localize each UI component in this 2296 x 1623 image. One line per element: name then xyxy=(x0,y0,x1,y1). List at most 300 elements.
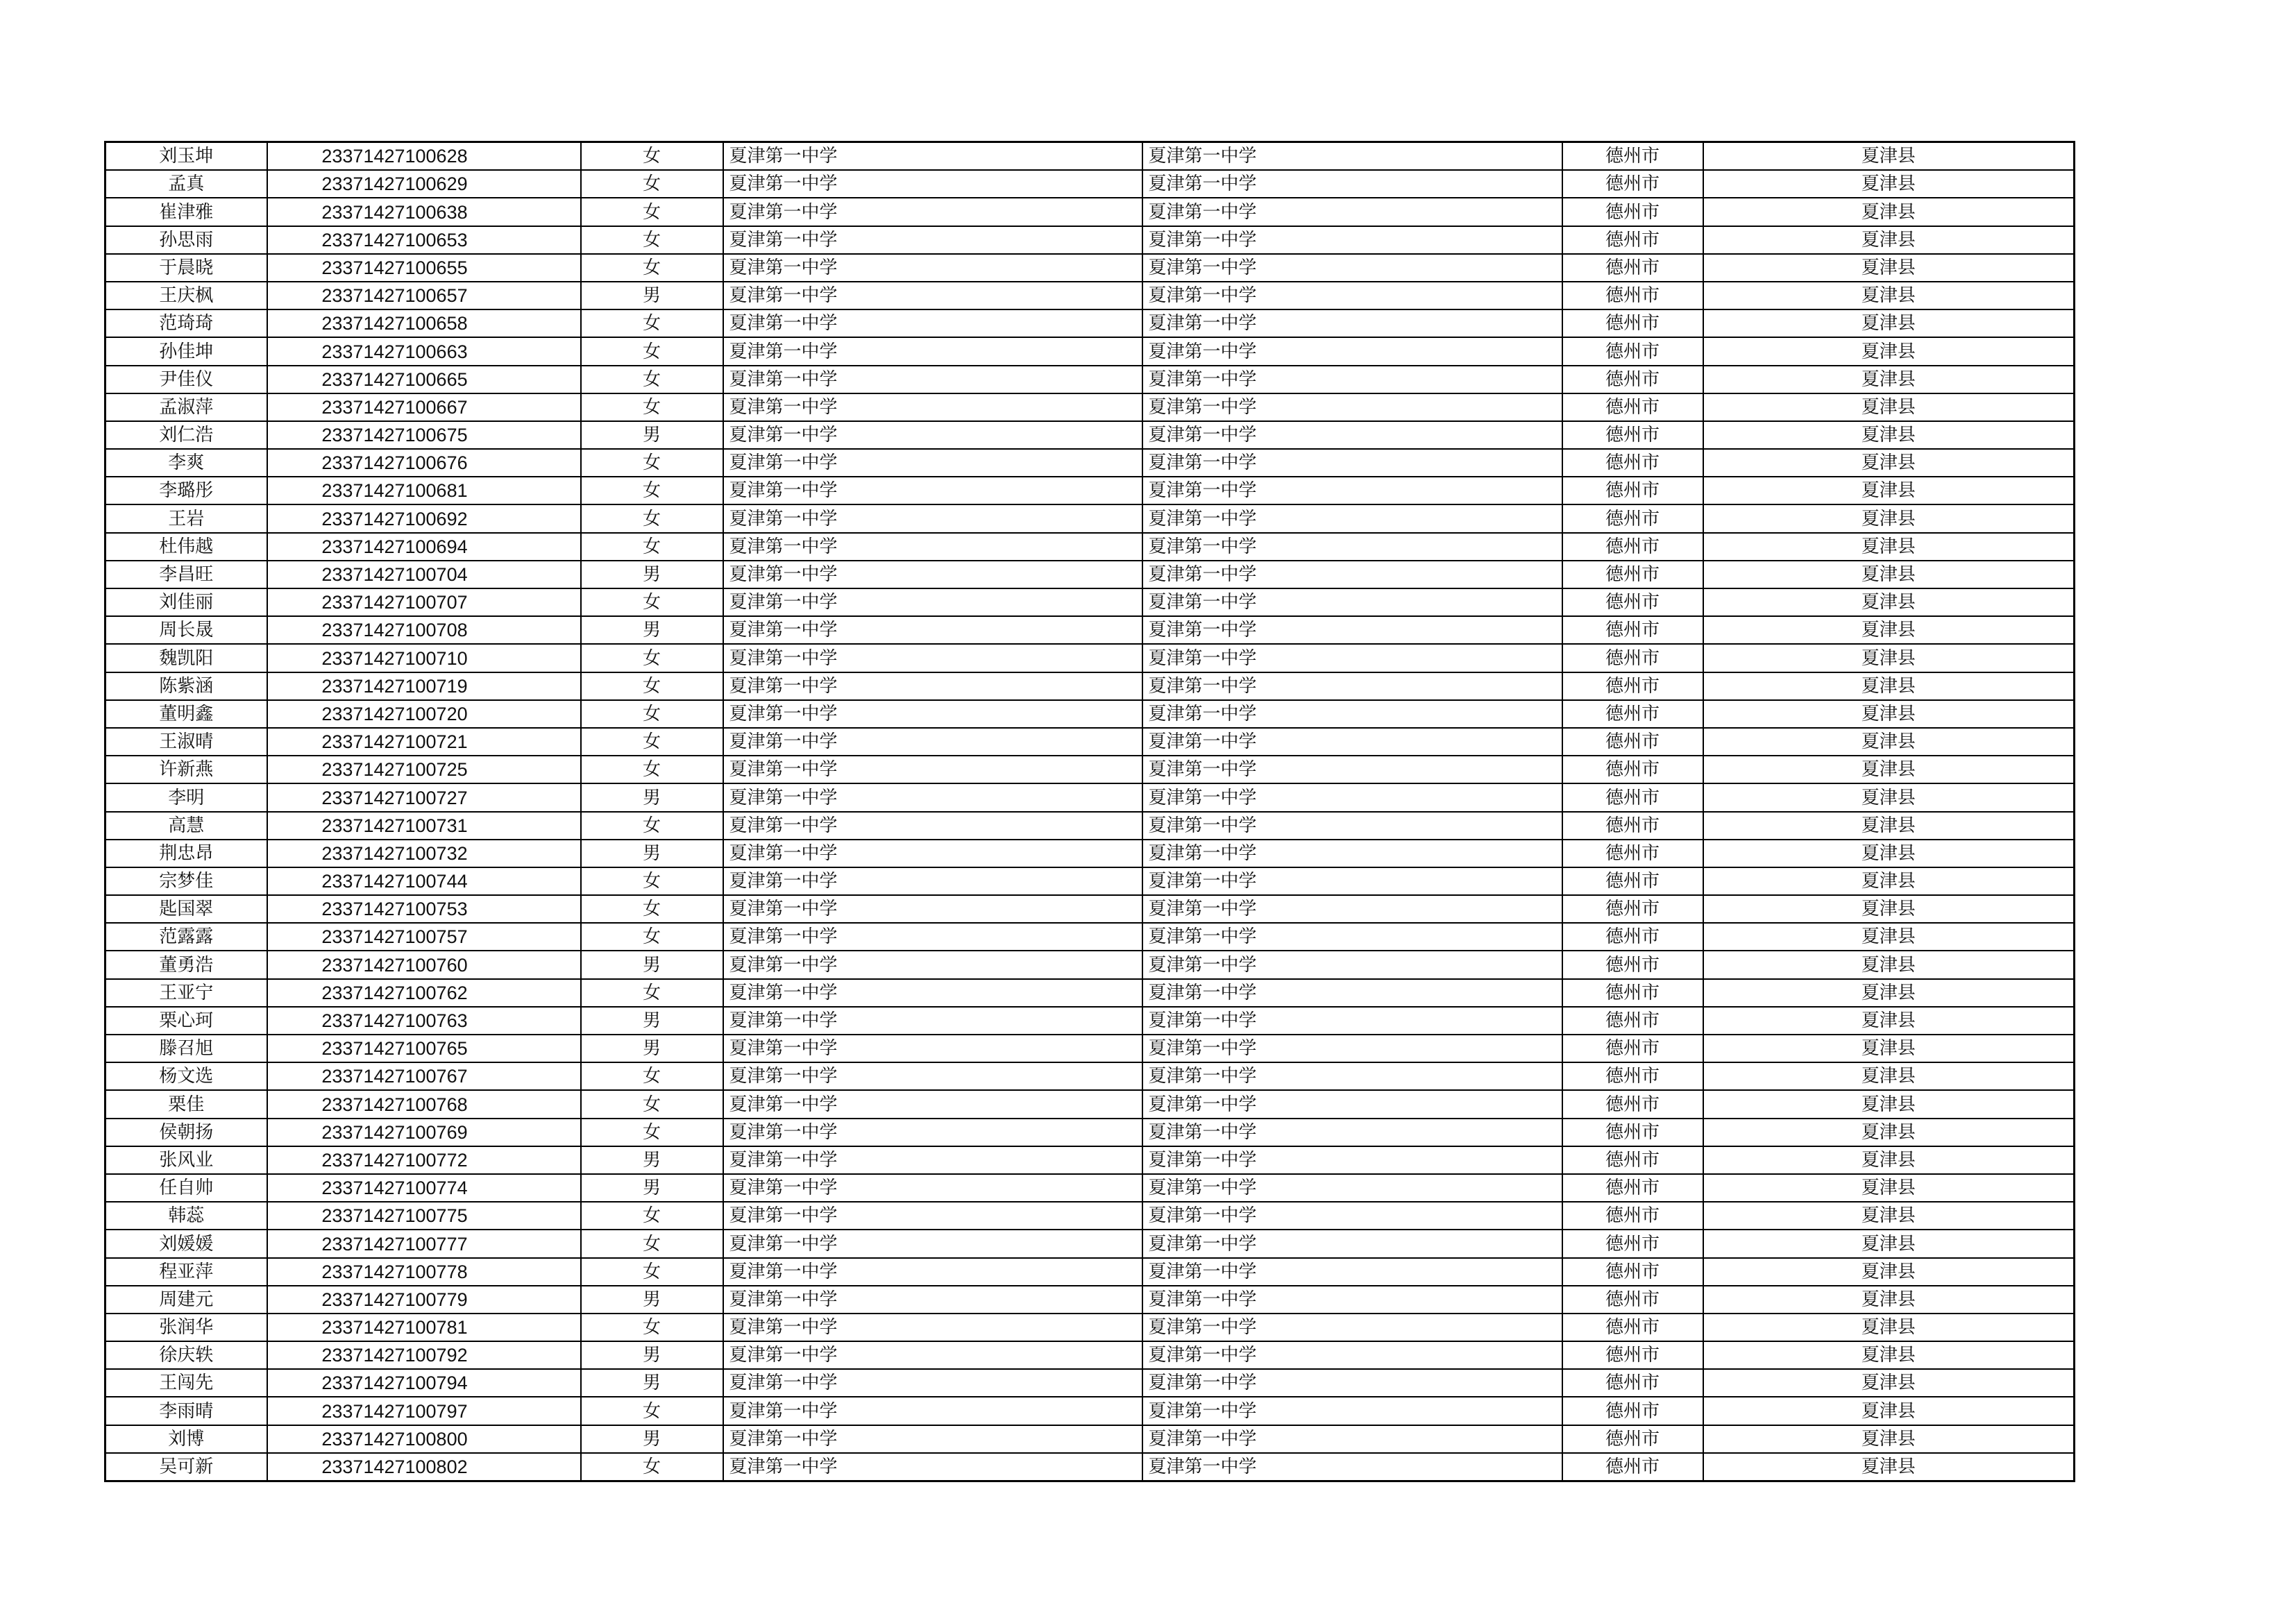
cell-county: 夏津县 xyxy=(1703,170,2075,198)
cell-city: 德州市 xyxy=(1562,1341,1703,1369)
table-row xyxy=(105,840,2075,867)
cell-city: 德州市 xyxy=(1562,366,1703,393)
cell-name: 滕召旭 xyxy=(105,1035,267,1062)
cell-county: 夏津县 xyxy=(1703,1314,2075,1341)
table-row xyxy=(105,1007,2075,1035)
cell-city: 德州市 xyxy=(1562,449,1703,477)
cell-county: 夏津县 xyxy=(1703,254,2075,282)
cell-exam-id: 23371427100667 xyxy=(267,393,581,421)
cell-school: 夏津第一中学 xyxy=(723,282,1142,309)
table-row xyxy=(105,672,2075,700)
cell-gender: 女 xyxy=(581,504,723,532)
table-row xyxy=(105,979,2075,1007)
cell-school-2: 夏津第一中学 xyxy=(1142,1035,1562,1062)
cell-county: 夏津县 xyxy=(1703,1146,2075,1174)
cell-gender: 男 xyxy=(581,1425,723,1453)
cell-school: 夏津第一中学 xyxy=(723,979,1142,1007)
table-row xyxy=(105,198,2075,226)
cell-name: 范露露 xyxy=(105,923,267,951)
table-row xyxy=(105,1453,2075,1481)
cell-school: 夏津第一中学 xyxy=(723,1314,1142,1341)
cell-school: 夏津第一中学 xyxy=(723,895,1142,923)
cell-name: 王淑晴 xyxy=(105,728,267,756)
cell-name: 孟真 xyxy=(105,170,267,198)
cell-city: 德州市 xyxy=(1562,504,1703,532)
cell-name: 陈紫涵 xyxy=(105,672,267,700)
cell-county: 夏津县 xyxy=(1703,226,2075,254)
cell-county: 夏津县 xyxy=(1703,979,2075,1007)
cell-exam-id: 23371427100763 xyxy=(267,1007,581,1035)
cell-exam-id: 23371427100707 xyxy=(267,588,581,616)
cell-school-2: 夏津第一中学 xyxy=(1142,1146,1562,1174)
cell-gender: 女 xyxy=(581,1314,723,1341)
cell-name: 高慧 xyxy=(105,812,267,840)
cell-gender: 女 xyxy=(581,1453,723,1481)
cell-name: 徐庆轶 xyxy=(105,1341,267,1369)
cell-school: 夏津第一中学 xyxy=(723,588,1142,616)
cell-city: 德州市 xyxy=(1562,1397,1703,1425)
table-row xyxy=(105,254,2075,282)
cell-school-2: 夏津第一中学 xyxy=(1142,672,1562,700)
table-row xyxy=(105,1230,2075,1257)
cell-gender: 女 xyxy=(581,366,723,393)
cell-name: 杨文选 xyxy=(105,1062,267,1090)
cell-name: 范琦琦 xyxy=(105,309,267,337)
cell-county: 夏津县 xyxy=(1703,588,2075,616)
cell-name: 孟淑萍 xyxy=(105,393,267,421)
cell-school-2: 夏津第一中学 xyxy=(1142,198,1562,226)
cell-gender: 女 xyxy=(581,979,723,1007)
cell-school: 夏津第一中学 xyxy=(723,198,1142,226)
cell-school: 夏津第一中学 xyxy=(723,1007,1142,1035)
table-row xyxy=(105,504,2075,532)
cell-school: 夏津第一中学 xyxy=(723,840,1142,867)
cell-gender: 女 xyxy=(581,1119,723,1146)
cell-school-2: 夏津第一中学 xyxy=(1142,337,1562,365)
cell-gender: 女 xyxy=(581,533,723,561)
cell-school-2: 夏津第一中学 xyxy=(1142,1453,1562,1481)
table-row xyxy=(105,895,2075,923)
cell-county: 夏津县 xyxy=(1703,1425,2075,1453)
cell-county: 夏津县 xyxy=(1703,504,2075,532)
table-row xyxy=(105,1425,2075,1453)
table-row xyxy=(105,1397,2075,1425)
cell-city: 德州市 xyxy=(1562,561,1703,588)
cell-name: 周建元 xyxy=(105,1286,267,1314)
cell-exam-id: 23371427100704 xyxy=(267,561,581,588)
cell-exam-id: 23371427100629 xyxy=(267,170,581,198)
cell-school-2: 夏津第一中学 xyxy=(1142,979,1562,1007)
cell-city: 德州市 xyxy=(1562,672,1703,700)
table-row xyxy=(105,1369,2075,1397)
cell-exam-id: 23371427100768 xyxy=(267,1090,581,1118)
table-row xyxy=(105,1286,2075,1314)
cell-county: 夏津县 xyxy=(1703,895,2075,923)
cell-school: 夏津第一中学 xyxy=(723,421,1142,449)
cell-city: 德州市 xyxy=(1562,867,1703,895)
cell-name: 李明 xyxy=(105,783,267,811)
cell-school: 夏津第一中学 xyxy=(723,337,1142,365)
table-row xyxy=(105,867,2075,895)
table-row xyxy=(105,1341,2075,1369)
cell-city: 德州市 xyxy=(1562,1062,1703,1090)
cell-gender: 女 xyxy=(581,254,723,282)
cell-school: 夏津第一中学 xyxy=(723,449,1142,477)
cell-gender: 男 xyxy=(581,1369,723,1397)
cell-school-2: 夏津第一中学 xyxy=(1142,1286,1562,1314)
cell-county: 夏津县 xyxy=(1703,1258,2075,1286)
cell-county: 夏津县 xyxy=(1703,1397,2075,1425)
cell-school-2: 夏津第一中学 xyxy=(1142,756,1562,783)
cell-county: 夏津县 xyxy=(1703,812,2075,840)
cell-city: 德州市 xyxy=(1562,728,1703,756)
cell-gender: 男 xyxy=(581,1007,723,1035)
cell-county: 夏津县 xyxy=(1703,198,2075,226)
cell-exam-id: 23371427100663 xyxy=(267,337,581,365)
table-row xyxy=(105,756,2075,783)
cell-school-2: 夏津第一中学 xyxy=(1142,951,1562,978)
cell-name: 于晨晓 xyxy=(105,254,267,282)
cell-school: 夏津第一中学 xyxy=(723,1258,1142,1286)
cell-city: 德州市 xyxy=(1562,1258,1703,1286)
table-row xyxy=(105,393,2075,421)
cell-gender: 男 xyxy=(581,1146,723,1174)
cell-name: 王亚宁 xyxy=(105,979,267,1007)
table-row xyxy=(105,366,2075,393)
cell-school-2: 夏津第一中学 xyxy=(1142,1314,1562,1341)
cell-county: 夏津县 xyxy=(1703,616,2075,644)
cell-name: 韩蕊 xyxy=(105,1202,267,1230)
cell-school: 夏津第一中学 xyxy=(723,700,1142,728)
cell-exam-id: 23371427100727 xyxy=(267,783,581,811)
cell-exam-id: 23371427100665 xyxy=(267,366,581,393)
cell-city: 德州市 xyxy=(1562,923,1703,951)
cell-exam-id: 23371427100767 xyxy=(267,1062,581,1090)
cell-county: 夏津县 xyxy=(1703,1230,2075,1257)
cell-county: 夏津县 xyxy=(1703,840,2075,867)
cell-name: 荆忠昂 xyxy=(105,840,267,867)
cell-county: 夏津县 xyxy=(1703,728,2075,756)
cell-county: 夏津县 xyxy=(1703,1090,2075,1118)
cell-name: 孙思雨 xyxy=(105,226,267,254)
table-row xyxy=(105,1202,2075,1230)
cell-school: 夏津第一中学 xyxy=(723,951,1142,978)
cell-city: 德州市 xyxy=(1562,588,1703,616)
cell-gender: 女 xyxy=(581,756,723,783)
cell-gender: 女 xyxy=(581,170,723,198)
table-row xyxy=(105,1119,2075,1146)
cell-exam-id: 23371427100794 xyxy=(267,1369,581,1397)
cell-school: 夏津第一中学 xyxy=(723,393,1142,421)
cell-school-2: 夏津第一中学 xyxy=(1142,449,1562,477)
cell-name: 侯朝扬 xyxy=(105,1119,267,1146)
table-row xyxy=(105,421,2075,449)
cell-county: 夏津县 xyxy=(1703,756,2075,783)
cell-school: 夏津第一中学 xyxy=(723,1369,1142,1397)
cell-exam-id: 23371427100772 xyxy=(267,1146,581,1174)
table-row xyxy=(105,1258,2075,1286)
cell-exam-id: 23371427100675 xyxy=(267,421,581,449)
cell-city: 德州市 xyxy=(1562,142,1703,171)
cell-exam-id: 23371427100792 xyxy=(267,1341,581,1369)
cell-name: 栗佳 xyxy=(105,1090,267,1118)
cell-exam-id: 23371427100775 xyxy=(267,1202,581,1230)
cell-city: 德州市 xyxy=(1562,254,1703,282)
cell-city: 德州市 xyxy=(1562,393,1703,421)
cell-school-2: 夏津第一中学 xyxy=(1142,226,1562,254)
cell-county: 夏津县 xyxy=(1703,923,2075,951)
cell-county: 夏津县 xyxy=(1703,309,2075,337)
cell-gender: 男 xyxy=(581,1035,723,1062)
cell-gender: 女 xyxy=(581,867,723,895)
cell-city: 德州市 xyxy=(1562,1453,1703,1481)
cell-exam-id: 23371427100725 xyxy=(267,756,581,783)
cell-exam-id: 23371427100757 xyxy=(267,923,581,951)
cell-exam-id: 23371427100762 xyxy=(267,979,581,1007)
cell-gender: 男 xyxy=(581,421,723,449)
cell-school: 夏津第一中学 xyxy=(723,477,1142,504)
cell-name: 杜伟越 xyxy=(105,533,267,561)
cell-exam-id: 23371427100694 xyxy=(267,533,581,561)
cell-school-2: 夏津第一中学 xyxy=(1142,477,1562,504)
cell-school-2: 夏津第一中学 xyxy=(1142,142,1562,171)
cell-school: 夏津第一中学 xyxy=(723,1146,1142,1174)
cell-exam-id: 23371427100778 xyxy=(267,1258,581,1286)
cell-school: 夏津第一中学 xyxy=(723,1202,1142,1230)
cell-exam-id: 23371427100732 xyxy=(267,840,581,867)
cell-city: 德州市 xyxy=(1562,226,1703,254)
cell-school-2: 夏津第一中学 xyxy=(1142,1258,1562,1286)
cell-city: 德州市 xyxy=(1562,979,1703,1007)
cell-county: 夏津县 xyxy=(1703,1369,2075,1397)
cell-county: 夏津县 xyxy=(1703,867,2075,895)
cell-school-2: 夏津第一中学 xyxy=(1142,867,1562,895)
cell-school-2: 夏津第一中学 xyxy=(1142,923,1562,951)
cell-city: 德州市 xyxy=(1562,1314,1703,1341)
cell-school: 夏津第一中学 xyxy=(723,561,1142,588)
cell-school-2: 夏津第一中学 xyxy=(1142,1090,1562,1118)
cell-city: 德州市 xyxy=(1562,1007,1703,1035)
cell-gender: 女 xyxy=(581,1090,723,1118)
table-row xyxy=(105,783,2075,811)
cell-city: 德州市 xyxy=(1562,840,1703,867)
cell-exam-id: 23371427100779 xyxy=(267,1286,581,1314)
cell-name: 尹佳仪 xyxy=(105,366,267,393)
cell-name: 李璐彤 xyxy=(105,477,267,504)
table-row xyxy=(105,561,2075,588)
table-row xyxy=(105,728,2075,756)
cell-gender: 女 xyxy=(581,700,723,728)
cell-school-2: 夏津第一中学 xyxy=(1142,533,1562,561)
cell-exam-id: 23371427100781 xyxy=(267,1314,581,1341)
cell-exam-id: 23371427100676 xyxy=(267,449,581,477)
cell-city: 德州市 xyxy=(1562,1202,1703,1230)
cell-gender: 男 xyxy=(581,1341,723,1369)
cell-county: 夏津县 xyxy=(1703,1202,2075,1230)
cell-city: 德州市 xyxy=(1562,309,1703,337)
cell-school-2: 夏津第一中学 xyxy=(1142,644,1562,672)
cell-city: 德州市 xyxy=(1562,1146,1703,1174)
cell-name: 李爽 xyxy=(105,449,267,477)
cell-county: 夏津县 xyxy=(1703,1062,2075,1090)
table-row xyxy=(105,951,2075,978)
cell-county: 夏津县 xyxy=(1703,783,2075,811)
table-row xyxy=(105,1062,2075,1090)
cell-name: 李昌旺 xyxy=(105,561,267,588)
cell-gender: 女 xyxy=(581,449,723,477)
student-list-table xyxy=(104,141,2075,1482)
cell-county: 夏津县 xyxy=(1703,366,2075,393)
table-row xyxy=(105,700,2075,728)
cell-school-2: 夏津第一中学 xyxy=(1142,783,1562,811)
cell-exam-id: 23371427100744 xyxy=(267,867,581,895)
cell-city: 德州市 xyxy=(1562,1090,1703,1118)
cell-gender: 男 xyxy=(581,951,723,978)
cell-gender: 女 xyxy=(581,142,723,171)
cell-county: 夏津县 xyxy=(1703,449,2075,477)
cell-name: 任自帅 xyxy=(105,1174,267,1202)
table-row xyxy=(105,170,2075,198)
cell-name: 刘佳丽 xyxy=(105,588,267,616)
cell-school: 夏津第一中学 xyxy=(723,226,1142,254)
cell-county: 夏津县 xyxy=(1703,142,2075,171)
cell-school-2: 夏津第一中学 xyxy=(1142,1425,1562,1453)
cell-school: 夏津第一中学 xyxy=(723,1174,1142,1202)
cell-exam-id: 23371427100800 xyxy=(267,1425,581,1453)
table-body xyxy=(105,142,2075,1481)
cell-exam-id: 23371427100628 xyxy=(267,142,581,171)
cell-city: 德州市 xyxy=(1562,170,1703,198)
cell-name: 匙国翠 xyxy=(105,895,267,923)
cell-city: 德州市 xyxy=(1562,1286,1703,1314)
cell-gender: 女 xyxy=(581,895,723,923)
cell-exam-id: 23371427100681 xyxy=(267,477,581,504)
cell-county: 夏津县 xyxy=(1703,1007,2075,1035)
cell-school: 夏津第一中学 xyxy=(723,1453,1142,1481)
cell-gender: 女 xyxy=(581,477,723,504)
table-row xyxy=(105,282,2075,309)
cell-exam-id: 23371427100731 xyxy=(267,812,581,840)
cell-name: 崔津雅 xyxy=(105,198,267,226)
cell-name: 刘玉坤 xyxy=(105,142,267,171)
cell-exam-id: 23371427100653 xyxy=(267,226,581,254)
cell-school-2: 夏津第一中学 xyxy=(1142,1007,1562,1035)
cell-name: 栗心珂 xyxy=(105,1007,267,1035)
cell-school: 夏津第一中学 xyxy=(723,1090,1142,1118)
cell-county: 夏津县 xyxy=(1703,1286,2075,1314)
cell-name: 王庆枫 xyxy=(105,282,267,309)
cell-gender: 男 xyxy=(581,282,723,309)
cell-school: 夏津第一中学 xyxy=(723,1119,1142,1146)
cell-school: 夏津第一中学 xyxy=(723,812,1142,840)
cell-county: 夏津县 xyxy=(1703,1453,2075,1481)
cell-gender: 女 xyxy=(581,812,723,840)
cell-gender: 女 xyxy=(581,198,723,226)
cell-exam-id: 23371427100708 xyxy=(267,616,581,644)
cell-city: 德州市 xyxy=(1562,616,1703,644)
cell-school: 夏津第一中学 xyxy=(723,783,1142,811)
cell-school-2: 夏津第一中学 xyxy=(1142,393,1562,421)
cell-name: 董明鑫 xyxy=(105,700,267,728)
cell-school: 夏津第一中学 xyxy=(723,366,1142,393)
cell-school-2: 夏津第一中学 xyxy=(1142,1119,1562,1146)
cell-school: 夏津第一中学 xyxy=(723,756,1142,783)
cell-school: 夏津第一中学 xyxy=(723,1062,1142,1090)
cell-school-2: 夏津第一中学 xyxy=(1142,1230,1562,1257)
cell-school-2: 夏津第一中学 xyxy=(1142,504,1562,532)
cell-gender: 男 xyxy=(581,1174,723,1202)
cell-county: 夏津县 xyxy=(1703,1341,2075,1369)
cell-gender: 男 xyxy=(581,783,723,811)
cell-school: 夏津第一中学 xyxy=(723,644,1142,672)
cell-name: 吴可新 xyxy=(105,1453,267,1481)
cell-name: 张风业 xyxy=(105,1146,267,1174)
cell-gender: 女 xyxy=(581,588,723,616)
cell-gender: 男 xyxy=(581,616,723,644)
cell-school: 夏津第一中学 xyxy=(723,533,1142,561)
cell-school: 夏津第一中学 xyxy=(723,728,1142,756)
cell-school-2: 夏津第一中学 xyxy=(1142,588,1562,616)
cell-school-2: 夏津第一中学 xyxy=(1142,170,1562,198)
cell-name: 刘媛媛 xyxy=(105,1230,267,1257)
cell-exam-id: 23371427100774 xyxy=(267,1174,581,1202)
cell-name: 许新燕 xyxy=(105,756,267,783)
cell-school: 夏津第一中学 xyxy=(723,672,1142,700)
cell-school: 夏津第一中学 xyxy=(723,254,1142,282)
cell-gender: 女 xyxy=(581,1258,723,1286)
cell-city: 德州市 xyxy=(1562,1230,1703,1257)
cell-school-2: 夏津第一中学 xyxy=(1142,1174,1562,1202)
cell-county: 夏津县 xyxy=(1703,951,2075,978)
cell-school-2: 夏津第一中学 xyxy=(1142,421,1562,449)
cell-school-2: 夏津第一中学 xyxy=(1142,254,1562,282)
table-row xyxy=(105,337,2075,365)
cell-school: 夏津第一中学 xyxy=(723,1286,1142,1314)
cell-exam-id: 23371427100760 xyxy=(267,951,581,978)
table-row xyxy=(105,616,2075,644)
table-row xyxy=(105,923,2075,951)
cell-name: 孙佳坤 xyxy=(105,337,267,365)
cell-gender: 男 xyxy=(581,840,723,867)
cell-name: 魏凯阳 xyxy=(105,644,267,672)
cell-school: 夏津第一中学 xyxy=(723,1341,1142,1369)
cell-county: 夏津县 xyxy=(1703,1119,2075,1146)
cell-school-2: 夏津第一中学 xyxy=(1142,561,1562,588)
cell-gender: 女 xyxy=(581,728,723,756)
cell-city: 德州市 xyxy=(1562,895,1703,923)
table-row xyxy=(105,449,2075,477)
cell-school: 夏津第一中学 xyxy=(723,867,1142,895)
cell-school-2: 夏津第一中学 xyxy=(1142,1341,1562,1369)
cell-city: 德州市 xyxy=(1562,951,1703,978)
cell-city: 德州市 xyxy=(1562,533,1703,561)
cell-gender: 男 xyxy=(581,1286,723,1314)
cell-school-2: 夏津第一中学 xyxy=(1142,895,1562,923)
cell-gender: 男 xyxy=(581,561,723,588)
cell-city: 德州市 xyxy=(1562,1119,1703,1146)
cell-school-2: 夏津第一中学 xyxy=(1142,700,1562,728)
cell-county: 夏津县 xyxy=(1703,477,2075,504)
cell-city: 德州市 xyxy=(1562,644,1703,672)
table-row xyxy=(105,1314,2075,1341)
cell-county: 夏津县 xyxy=(1703,700,2075,728)
cell-city: 德州市 xyxy=(1562,1174,1703,1202)
cell-city: 德州市 xyxy=(1562,783,1703,811)
table-row xyxy=(105,1035,2075,1062)
cell-gender: 女 xyxy=(581,337,723,365)
cell-school-2: 夏津第一中学 xyxy=(1142,309,1562,337)
table-row xyxy=(105,309,2075,337)
